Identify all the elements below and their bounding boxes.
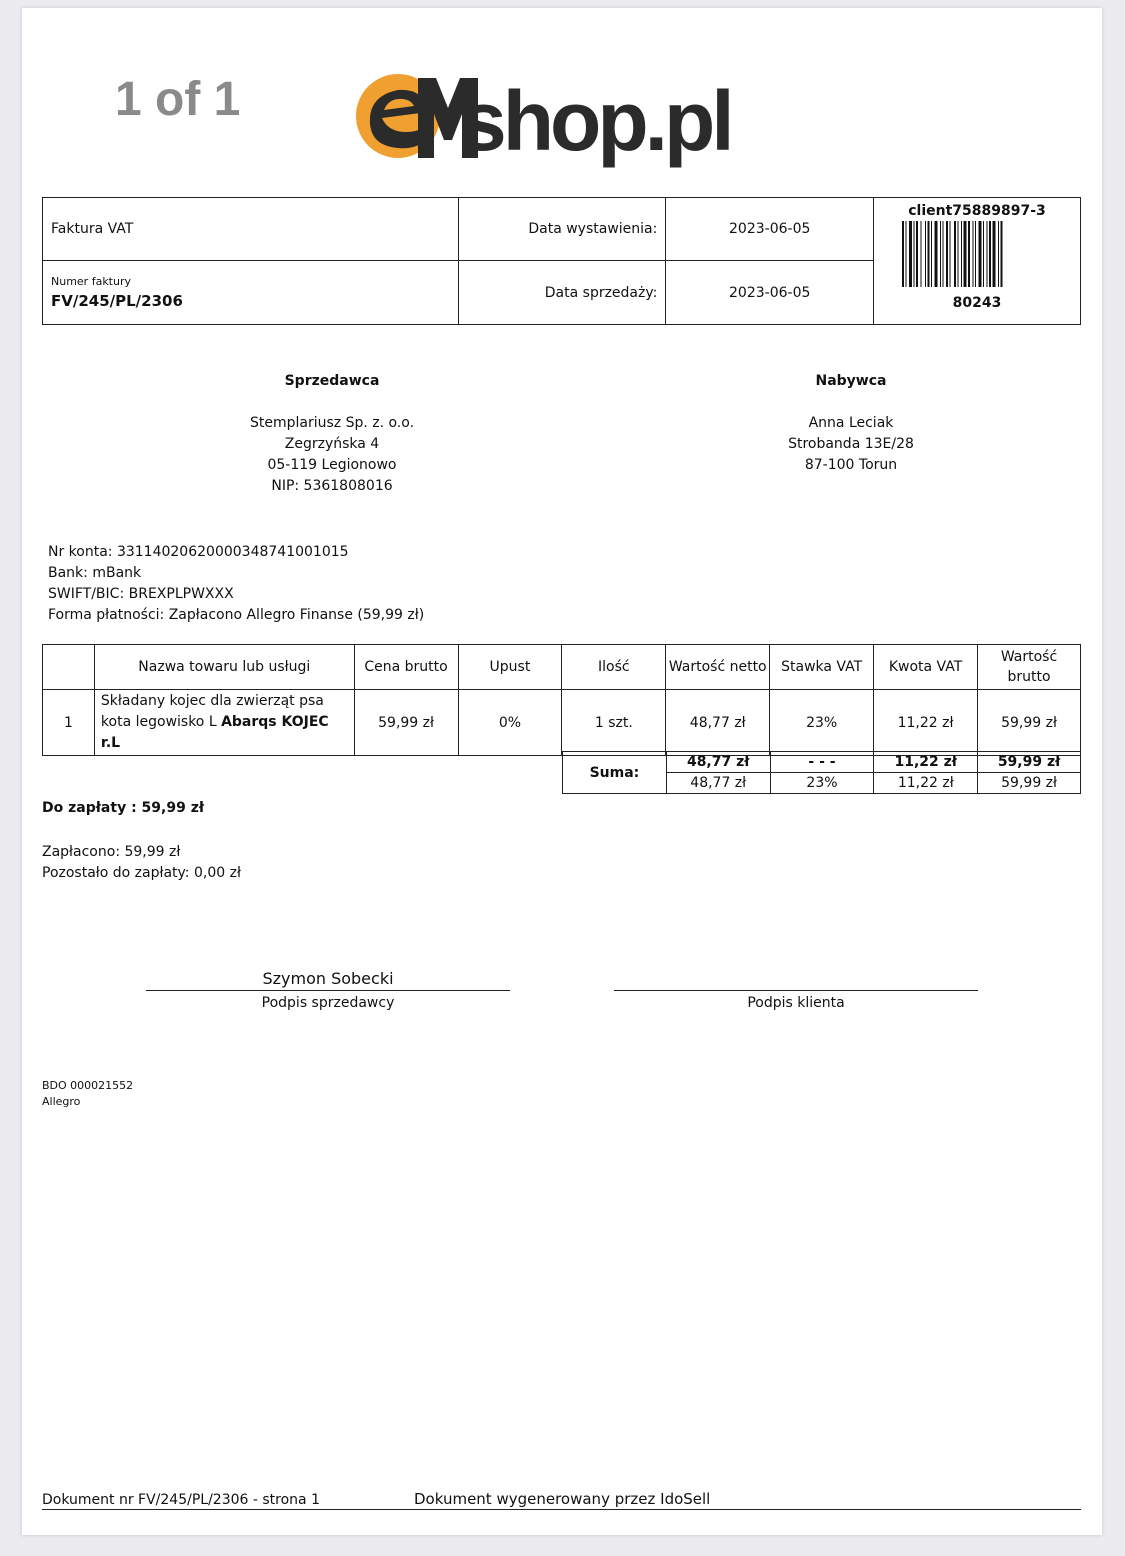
- col-discount: Upust: [458, 645, 562, 690]
- seller-title: Sprzedawca: [284, 373, 380, 389]
- invoice-number: FV/245/PL/2306: [51, 292, 183, 310]
- invoice-title: Faktura VAT: [43, 198, 459, 261]
- summary-total-vat: 11,22 zł: [874, 752, 978, 773]
- items-table: [42, 644, 1081, 756]
- invoice-header: [42, 197, 1081, 324]
- barcode-box: [874, 198, 1081, 325]
- amount-remaining: Pozostało do zapłaty: 0,00 zł: [42, 865, 241, 881]
- item-qty: 1 szt.: [562, 690, 666, 756]
- item-name-bold: Abarqs KOJEC r.L: [100, 714, 329, 751]
- seller-block: [112, 371, 552, 497]
- col-lp: [43, 645, 95, 690]
- seller-name: Stemplariusz Sp. z. o.o.: [249, 415, 415, 431]
- sale-date: 2023-06-05: [666, 261, 874, 325]
- amount-paid: Zapłacono: 59,99 zł: [42, 844, 181, 860]
- notes: [42, 1078, 133, 1110]
- footer-divider: [42, 1509, 1081, 1510]
- eMshop-logo: [340, 66, 740, 176]
- invoice-number-label: Numer faktury: [51, 275, 132, 288]
- bank-swift: SWIFT/BIC: BREXPLPWXXX: [48, 586, 234, 602]
- sale-date-label: Data sprzedaży:: [458, 261, 666, 325]
- amount-due: Do zapłaty : 59,99 zł: [42, 800, 205, 816]
- seller-signature-label: Podpis sprzedawcy: [146, 990, 510, 1011]
- col-qty: Ilość: [562, 645, 666, 690]
- page-counter: 1 of 1: [115, 73, 241, 126]
- item-price: 59,99 zł: [354, 690, 458, 756]
- item-lp: 1: [43, 690, 95, 756]
- item-discount: 0%: [458, 690, 562, 756]
- item-gross: 59,99 zł: [977, 690, 1080, 756]
- bank-account: Nr konta: 33114020620000348741001015: [48, 544, 349, 560]
- client-id: client75889897-3: [908, 203, 1046, 219]
- col-gross: Wartość brutto: [977, 645, 1080, 690]
- barcode-number: 80243: [952, 295, 1002, 311]
- summary-row-net: 48,77 zł: [666, 773, 770, 794]
- summary-total-net: 48,77 zł: [666, 752, 770, 773]
- source-label: Allegro: [42, 1095, 81, 1108]
- buyer-city: 87-100 Torun: [804, 457, 898, 473]
- issue-date: 2023-06-05: [666, 198, 874, 261]
- seller-street: Zegrzyńska 4: [284, 436, 380, 452]
- col-vat: Kwota VAT: [874, 645, 978, 690]
- buyer-street: Strobanda 13E/28: [788, 436, 914, 452]
- logo-text: shop.pl: [460, 74, 731, 168]
- footer-generated-by: Dokument wygenerowany przez IdoSell: [414, 1490, 711, 1508]
- summary-row-rate: 23%: [770, 773, 874, 794]
- summary-total-gross: 59,99 zł: [978, 752, 1081, 773]
- item-vat-rate: 23%: [770, 690, 874, 756]
- seller-city: 05-119 Legionowo: [267, 457, 397, 473]
- seller-signature-name: Szymon Sobecki: [262, 969, 394, 988]
- seller-nip: NIP: 5361808016: [271, 478, 393, 494]
- summary-table: [562, 751, 1081, 794]
- payment-method: Forma płatności: Zapłacono Allegro Finanse (59,99 zł): [48, 607, 425, 623]
- item-name-plain: Składany kojec dla zwierząt psa kota legowisko L: [100, 693, 324, 730]
- summary-row-gross: 59,99 zł: [978, 773, 1081, 794]
- buyer-name: Anna Leciak: [808, 415, 894, 431]
- table-row: [43, 690, 1081, 756]
- item-name: [94, 690, 354, 756]
- bdo-number: BDO 000021552: [42, 1079, 134, 1092]
- bank-name: Bank: mBank: [48, 565, 142, 581]
- payment-status: [42, 842, 241, 884]
- col-net: Wartość netto: [666, 645, 770, 690]
- summary-row-vat: 11,22 zł: [874, 773, 978, 794]
- buyer-block: [631, 371, 1071, 476]
- client-signature-label: Podpis klienta: [614, 990, 978, 1011]
- col-name: Nazwa towaru lub usługi: [94, 645, 354, 690]
- issue-date-label: Data wystawienia:: [458, 198, 666, 261]
- invoice-number-cell: [43, 261, 459, 325]
- bank-details: [48, 542, 424, 626]
- item-vat: 11,22 zł: [874, 690, 978, 756]
- summary-label: Suma:: [563, 752, 667, 794]
- invoice-page: [22, 8, 1102, 1535]
- summary-total-rate: - - -: [770, 752, 874, 773]
- table-header-row: [43, 645, 1081, 690]
- col-price: Cena brutto: [354, 645, 458, 690]
- buyer-title: Nabywca: [815, 373, 887, 389]
- col-vat-rate: Stawka VAT: [770, 645, 874, 690]
- logo-e-icon: [340, 66, 480, 176]
- item-net: 48,77 zł: [666, 690, 770, 756]
- footer-document-number: Dokument nr FV/245/PL/2306 - strona 1: [42, 1492, 320, 1508]
- client-signature: [614, 968, 978, 1011]
- barcode: [902, 221, 1052, 287]
- seller-signature: [146, 968, 510, 1011]
